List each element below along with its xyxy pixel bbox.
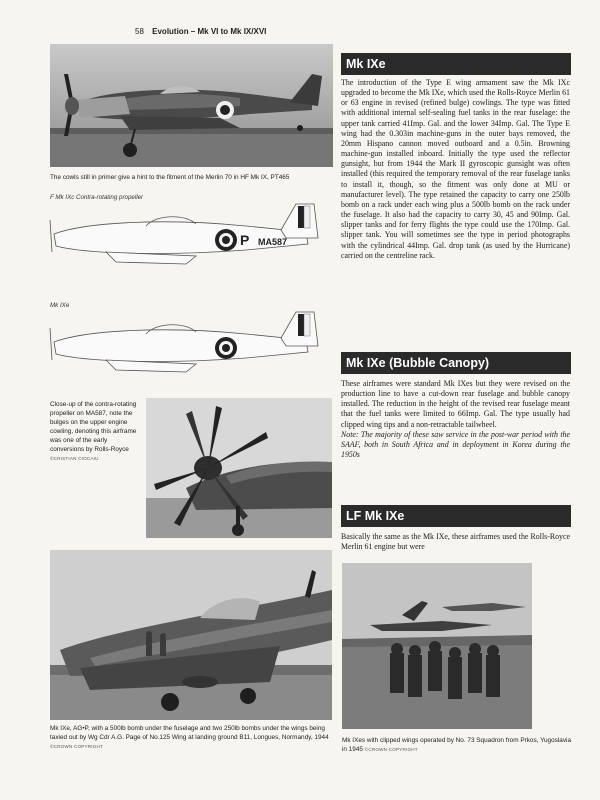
svg-text:P: P xyxy=(240,232,250,248)
photo4-caption xyxy=(342,736,574,754)
profile1-label: F Mk IXc Contra-rotating propeller xyxy=(50,194,144,201)
profile2-label: Mk IXe xyxy=(50,302,70,309)
photo4-caption-text: Mk IXes with clipped wings operated by No. 73 Squadron from Prkos, Yugoslavia in 1945 xyxy=(342,737,572,753)
section-heading-mk-ixe: Mk IXe xyxy=(341,53,571,75)
page-number: 58 xyxy=(135,27,144,36)
profile1-serial: MA587 xyxy=(258,237,288,247)
section2-note: Note: The majority of these saw service in the post-war period with the SAAF, both in South Africa and in deployment in Korea during the 1950s xyxy=(341,429,570,460)
section2-text: These airframes were standard Mk IXes but they were revised on the production line to have a cut-down rear fuselage and bubble canopy installed. The reduction in the height of the revised rear fuselage meant that the fuel tanks were limited to 66Imp. Gal. The type usually had clipped wing tips and a non-retractable tailwheel. xyxy=(341,379,570,429)
section1-text: The introduction of the Type E wing armament saw the Mk IXc upgraded to become the Mk IXe, which used the Rolls-Royce Merlin 61 or 63 engine in revised (refined bulge) cowlings. The type was fitted with additional internal self-sealing fuel tanks in the rear fuselage: the upper tank carried 41Imp. Gal. and the lower 34Imp. Gal. The Type E wing had the 0.303in machine-guns in the outer bays removed, the 20mm Hispano cannon moved outboard and a 0.5in. Browning machine-gun installed inboard. Initially the type used the reflector gunsight, but from 1944 the Mark II gyroscopic gunsight was often installed (this required the temporary removal of the rear fuselage tanks to install it, though, so the fitment was only done at MU or manufacturer level). The type retained the capacity to carry one 250lb bomb on a rack under each wing plus a 500lb bomb on the rack under the fuselage. It also had the capacity to carry 30, 45 and 90Imp. Gal. slipper tanks and for ferry flights the type could use the 170Imp. Gal. slipper tank. You will sometimes see the type in period photographs with the cylindrical 44Imp. Gal. drop tank (as used by the Hurricane) carried on the centreline rack. xyxy=(341,78,570,260)
section3-text: Basically the same as the Mk IXe, these airframes used the Rolls-Royce Merlin 61 engine but were xyxy=(341,532,570,552)
section2-body xyxy=(341,379,570,460)
photo2-credit: ©CRISTIAN CIOCAIU xyxy=(50,456,99,461)
photo1-caption: The cowls still in primer give a hint to the fitment of the Merlin 70 in HF Mk IX, PT465 xyxy=(50,174,290,181)
section1-body xyxy=(341,78,570,261)
photo3-caption xyxy=(50,724,334,751)
section-heading-bubble-canopy: Mk IXe (Bubble Canopy) xyxy=(341,352,571,374)
photo3-caption-text: Mk IXe, AG•P, with a 500lb bomb under the fuselage and two 250lb bombs under the wings being taxied out by Wg Cdr A.G. Page of No.125 Wing at landing ground B11, Longues, Normandy, 1944 xyxy=(50,725,329,741)
photo2-caption-text: Close-up of the contra-rotating propeller on MA587, note the bulges on the upper engine cowling, denoting this airframe was one of the early conversions by Rolls-Royce xyxy=(50,401,137,453)
section3-body xyxy=(341,532,570,552)
photo3-credit: ©CROWN COPYRIGHT xyxy=(50,744,104,749)
photo4-credit: ©CROWN COPYRIGHT xyxy=(364,747,418,752)
photo-clipped-wing-squadron xyxy=(342,563,532,729)
section-heading-lf-mk-ixe: LF Mk IXe xyxy=(341,505,571,527)
running-header xyxy=(135,27,266,36)
chapter-title: Evolution – Mk VI to Mk IX/XVI xyxy=(152,27,267,36)
photo-mk-ixe-taxiing xyxy=(50,550,332,720)
photo-contra-propeller-closeup xyxy=(146,398,332,538)
photo-spitfire-hf-mk-ix xyxy=(50,44,333,167)
photo2-caption xyxy=(50,400,142,463)
profile-drawing-contra-rotating xyxy=(46,198,334,282)
profile-drawing-mk-ixe xyxy=(46,304,334,380)
